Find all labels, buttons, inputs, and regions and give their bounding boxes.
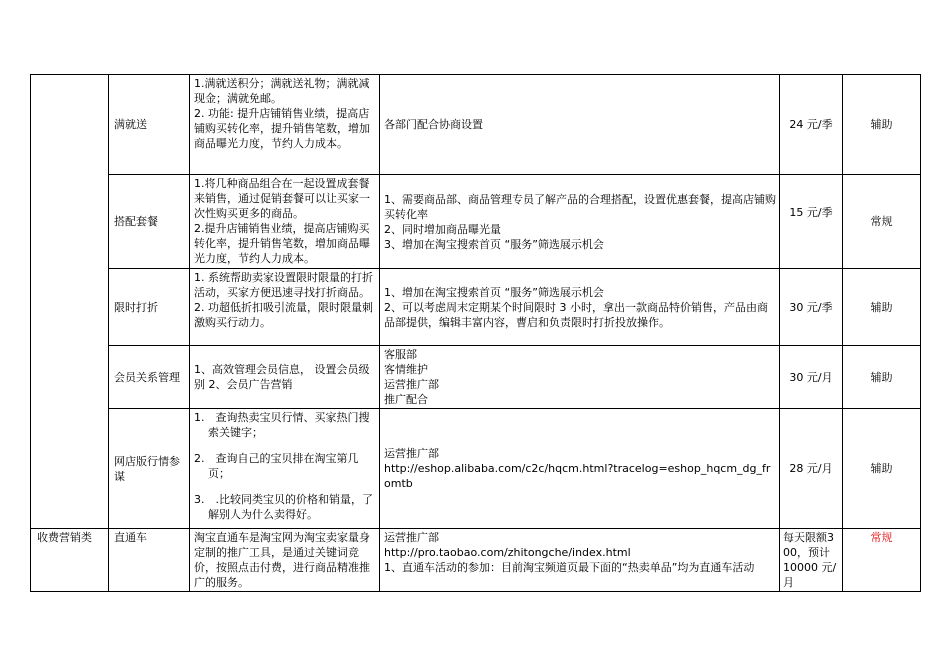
tool-features: [190, 269, 380, 346]
tool-cost: 30 元/季: [780, 269, 843, 346]
tool-level: 常规: [843, 529, 921, 592]
tool-features: [190, 175, 380, 269]
tool-cost: 24 元/季: [780, 75, 843, 175]
tool-level: 辅助: [843, 346, 921, 409]
feature-line: 1. 系统帮助卖家设置限时限量的打折活动，买家方便迅速寻找打折商品。: [194, 271, 373, 299]
category-cell: 收费营销类: [31, 529, 109, 592]
table-row: [31, 529, 921, 592]
tool-name: 直通车: [109, 529, 190, 592]
tool-cost: 30 元/月: [780, 346, 843, 409]
execution-plan: [380, 529, 780, 592]
execution-line: 运营推广部: [384, 531, 439, 544]
execution-line: 推广配合: [384, 393, 428, 406]
category-cell: [31, 75, 109, 529]
execution-line: 2、可以考虑周末定期某个时间限时 3 小时，拿出一款商品特价销售，产品由商品部提供，编辑丰富内容，曹启和负责限时打折投放操作。: [384, 300, 768, 329]
execution-plan: [380, 346, 780, 409]
tool-cost: 每天限额300，预计 10000 元/月: [780, 529, 843, 592]
feature-line: 1.将几种商品组合在一起设置成套餐来销售，通过促销套餐可以让买家一次性购买更多的商品。: [194, 177, 370, 220]
spacer: [194, 440, 376, 451]
tool-features: [190, 75, 380, 175]
marketing-tools-table: [30, 74, 921, 592]
table-row: [31, 75, 921, 175]
table-row: [31, 269, 921, 346]
tool-level: 常规: [843, 175, 921, 269]
tool-name: 限时打折: [109, 269, 190, 346]
tool-features: [190, 409, 380, 529]
tool-name: 满就送: [109, 75, 190, 175]
execution-plan: [380, 175, 780, 269]
execution-line: 各部门配合协商设置: [384, 118, 483, 131]
feature-line: 2. 查询自己的宝贝排在淘宝第几页；: [194, 452, 359, 480]
tool-level: 辅助: [843, 269, 921, 346]
execution-link[interactable]: http://eshop.alibaba.com/c2c/hqcm.html?tracelog=eshop_hqcm_dg_fromtb: [384, 462, 771, 490]
tool-name: 网店版行情参谋: [109, 409, 190, 529]
execution-line: 3、增加在淘宝搜索首页 “服务”筛选展示机会: [384, 237, 604, 251]
execution-line: 客服部: [384, 348, 417, 361]
tool-cost: 15 元/季: [780, 175, 843, 269]
execution-line: 1、直通车活动的参加：目前淘宝频道页最下面的“热卖单品”均为直通车活动: [384, 561, 755, 574]
feature-line: 1.满就送积分；满就送礼物；满就减现金；满就免邮。: [194, 77, 370, 105]
feature-line: 3. .比较同类宝贝的价格和销量，了解别人为什么卖得好。: [194, 493, 373, 521]
execution-plan: [380, 269, 780, 346]
feature-line: 1. 查询热卖宝贝行情、买家热门搜索关键字；: [194, 411, 370, 439]
feature-line: 2.提升店铺销售业绩，提高店铺购买转化率，提升销售笔数，增加商品曝光力度，节约人力成本。: [194, 222, 370, 265]
execution-line: 运营推广部: [384, 447, 439, 460]
tool-name: 会员关系管理: [109, 346, 190, 409]
tool-level: 辅助: [843, 409, 921, 529]
table-row: [31, 175, 921, 269]
table-row: [31, 409, 921, 529]
tool-cost: 28 元/月: [780, 409, 843, 529]
execution-line: 运营推广部: [384, 378, 439, 391]
feature-line: 2. 功超低折扣吸引流量，限时限量刺激购买行动力。: [194, 301, 373, 329]
execution-line: 1、增加在淘宝搜索首页 “服务”筛选展示机会: [384, 285, 604, 299]
table-row: [31, 346, 921, 409]
tool-features: [190, 529, 380, 592]
execution-plan: [380, 409, 780, 529]
feature-line: 1、高效管理会员信息， 设置会员级别 2、会员广告营销: [194, 363, 370, 391]
spacer: [194, 481, 376, 492]
execution-line: 2、同时增加商品曝光量: [384, 222, 501, 236]
execution-line: 客情维护: [384, 363, 428, 376]
tool-level: 辅助: [843, 75, 921, 175]
tool-features: [190, 346, 380, 409]
feature-line: 淘宝直通车是淘宝网为淘宝卖家量身定制的推广工具，是通过关键词竞价，按照点击付费，进行商品精准推广的服务。: [194, 531, 370, 589]
tool-name: 搭配套餐: [109, 175, 190, 269]
execution-link[interactable]: http://pro.taobao.com/zhitongche/index.html: [384, 546, 631, 559]
feature-line: 2. 功能: 提升店铺销售业绩，提高店铺购买转化率，提升销售笔数，增加商品曝光力度，节约人力成本。: [194, 107, 370, 150]
execution-line: 1、需要商品部、商品管理专员了解产品的合理搭配，设置优惠套餐，提高店铺购买转化率: [384, 192, 776, 221]
execution-plan: [380, 75, 780, 175]
